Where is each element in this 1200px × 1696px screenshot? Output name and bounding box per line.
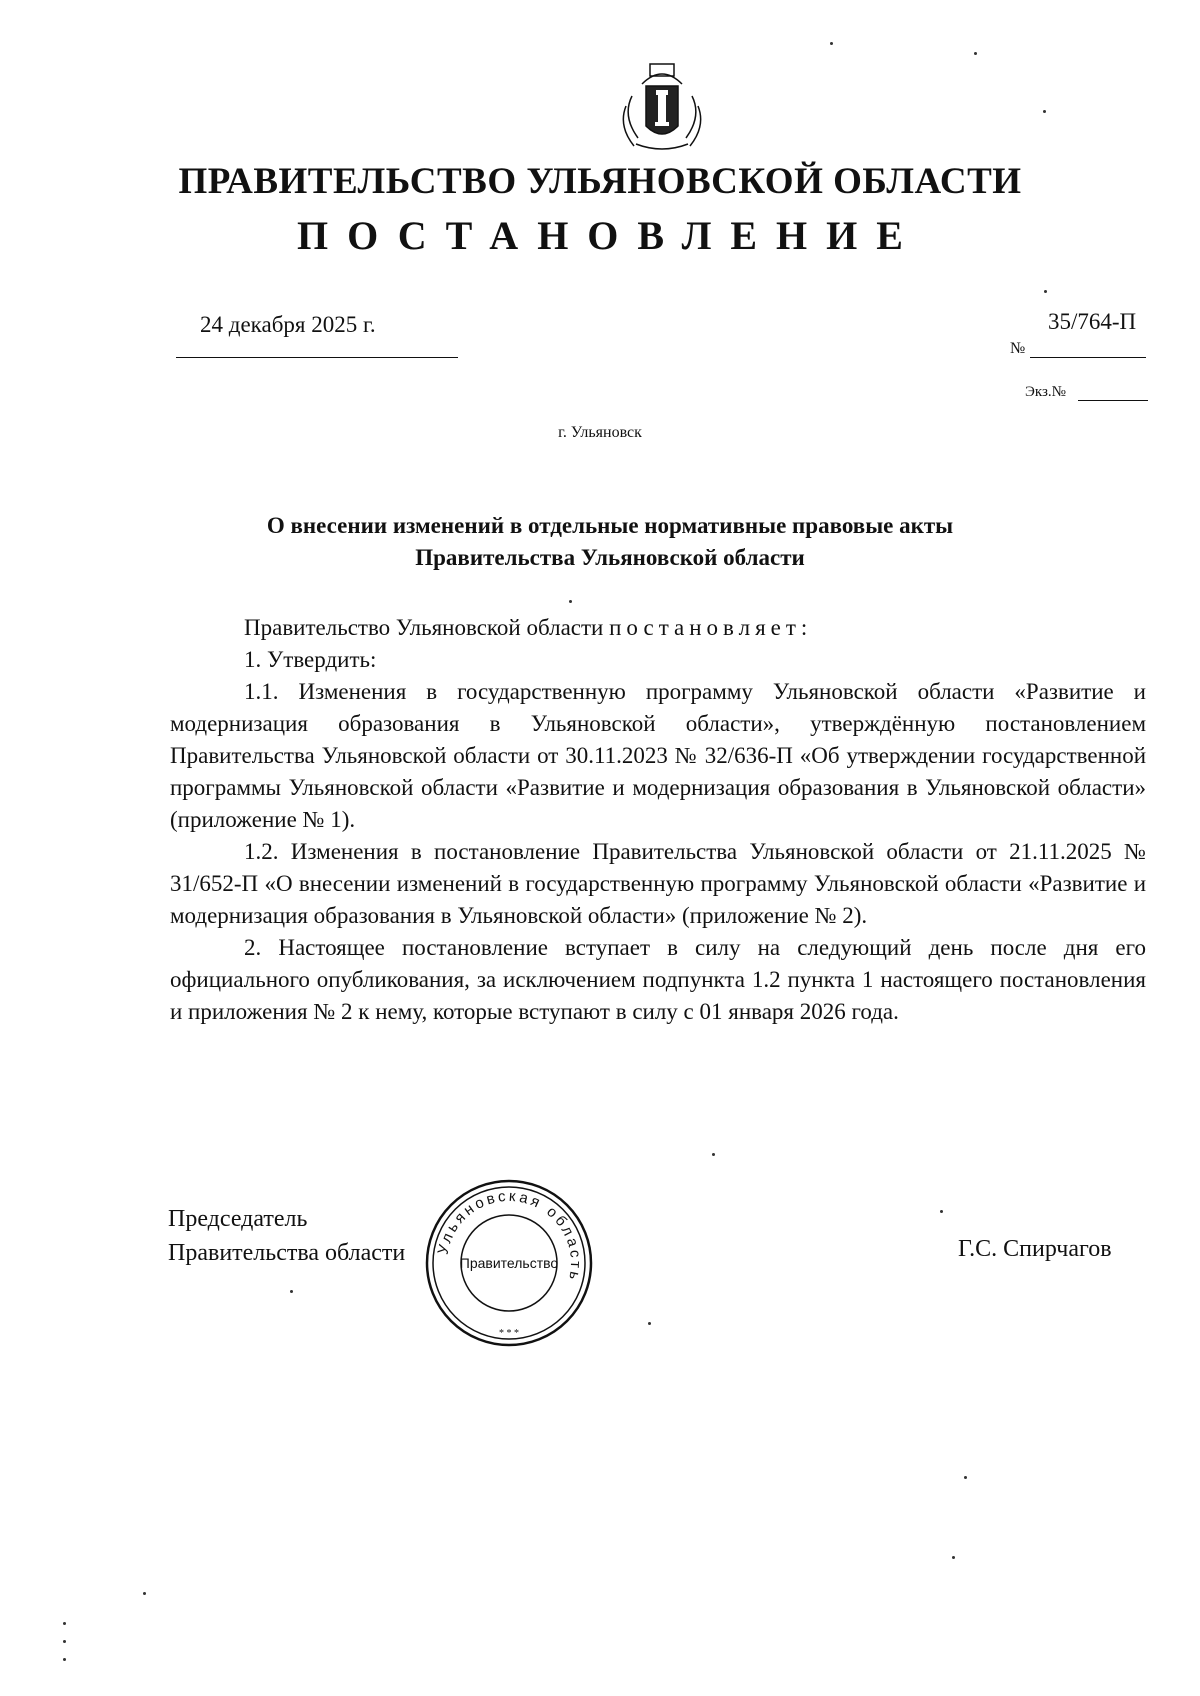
paragraph-1-2: 1.2. Изменения в постановление Правительства Ульяновской области от 21.11.2025 № 31/652-П «О внесении изменений в государственную программу Ульяновской области «Развитие и модернизация образования в Ульяновской области» (приложение № 2). bbox=[170, 839, 1146, 928]
scan-speck bbox=[964, 1476, 967, 1479]
scan-speck bbox=[63, 1658, 66, 1661]
scan-speck bbox=[290, 1290, 293, 1293]
scan-speck bbox=[830, 42, 833, 45]
scan-speck bbox=[974, 52, 977, 55]
government-title: ПРАВИТЕЛЬСТВО УЛЬЯНОВСКОЙ ОБЛАСТИ bbox=[178, 161, 1022, 202]
copy-number-label: Экз.№ bbox=[1025, 384, 1066, 400]
paragraph-2: 2. Настоящее постановление вступает в силу на следующий день после дня его официального опубликования, за исключением подпункта 1.2 пункта 1 настоящего постановления и приложения № 2 к нему, которые вступают в силу с 01 января 2026 года. bbox=[170, 935, 1146, 1024]
intro-verb: постановляет: bbox=[609, 615, 813, 640]
signatory-title bbox=[168, 1202, 405, 1270]
scan-speck bbox=[1044, 290, 1047, 293]
number-sign: № bbox=[1010, 340, 1026, 357]
scan-speck bbox=[143, 1592, 146, 1595]
subject-line-1: О внесении изменений в отдельные нормативные правовые акты bbox=[266, 513, 954, 538]
scan-speck bbox=[1043, 110, 1046, 113]
scan-speck bbox=[940, 1210, 943, 1213]
signatory-title-line-2: Правительства области bbox=[168, 1240, 406, 1266]
stamp-center-text: Правительство bbox=[459, 1255, 559, 1271]
scan-speck bbox=[952, 1556, 955, 1559]
subject-line-2: Правительства Ульяновской области bbox=[415, 545, 805, 570]
paragraph-1-1: 1.1. Изменения в государственную программу Ульяновской области «Развитие и модернизация образования в Ульяновской области», утверждённую постановлением Правительства Ульяновской области от 30.11.2023 № 32/636-П «Об утверждении государственной программы Ульяновской области «Развитие и модернизация образования в Ульяновской области» (приложение № 1). bbox=[170, 679, 1146, 832]
intro-paragraph bbox=[170, 612, 1146, 644]
signatory-name: Г.С. Спирчагов bbox=[958, 1236, 1112, 1262]
stamp-ring-text: Ульяновская область bbox=[434, 1187, 585, 1285]
city: г. Ульяновск bbox=[558, 424, 642, 441]
scan-speck bbox=[648, 1322, 651, 1325]
date-underline bbox=[176, 357, 458, 358]
document-number: 35/764-П bbox=[1048, 309, 1137, 334]
document-subject bbox=[170, 510, 1050, 574]
paragraph-1: 1. Утвердить: bbox=[244, 647, 377, 672]
number-underline bbox=[1030, 357, 1146, 358]
document-date: 24 декабря 2025 г. bbox=[200, 312, 376, 337]
document-type: ПОСТАНОВЛЕНИЕ bbox=[297, 213, 922, 258]
coat-of-arms-emblem bbox=[612, 56, 712, 156]
document-body bbox=[170, 612, 1146, 1028]
intro-prefix: Правительство Ульяновской области bbox=[244, 615, 610, 640]
scan-speck bbox=[63, 1622, 66, 1625]
scan-speck bbox=[569, 600, 572, 603]
signatory-title-line-1: Председатель bbox=[168, 1206, 308, 1232]
scan-speck bbox=[63, 1640, 66, 1643]
scan-speck bbox=[712, 1153, 715, 1156]
official-stamp bbox=[424, 1178, 594, 1348]
stamp-star-icon: * * * bbox=[499, 1328, 519, 1339]
copy-number-underline bbox=[1078, 400, 1148, 401]
